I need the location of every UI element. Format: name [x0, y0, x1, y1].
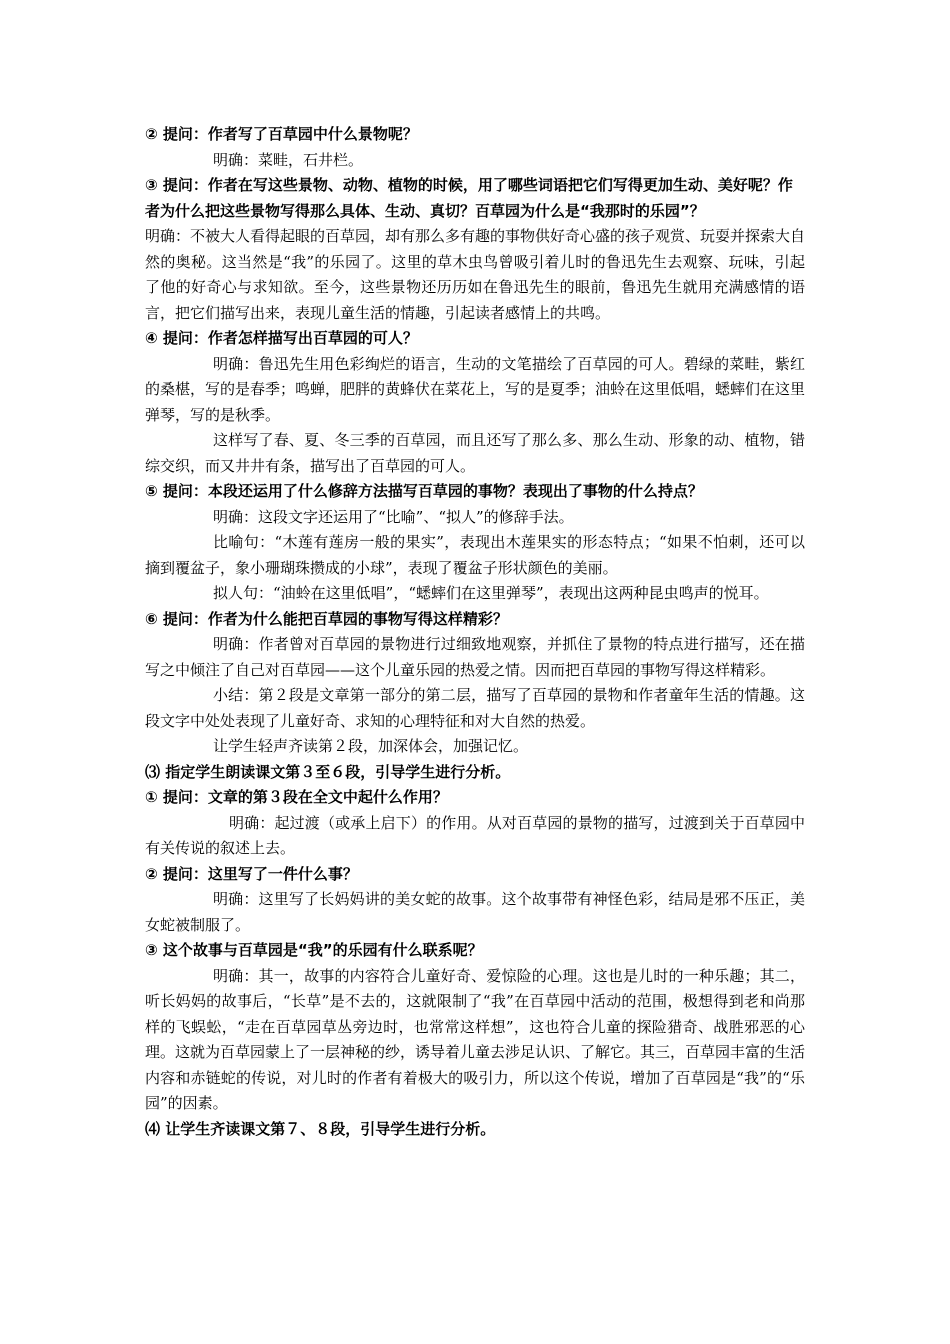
- question-heading: ② 提问：作者写了百草园中什么景物呢？: [145, 125, 418, 143]
- question-heading: ④ 提问：作者怎样描写出百草园的可人？: [145, 329, 418, 347]
- question-heading: ⑥ 提问：作者为什么能把百草园的事物写得这样精彩？: [145, 609, 508, 628]
- answer-paragraph: 明确：菜畦，石井栏。: [213, 150, 364, 169]
- question-heading: ⑤ 提问：本段还运用了什么修辞方法描写百草园的事物？表现出了事物的什么持点？: [145, 482, 703, 500]
- answer-paragraph: 明确：作者曾对百草园的景物进行过细致地观察，并抓住了景物的特点进行描写，还在描写之中倾注了自己对百草园——这个儿童乐园的热爱之情。因而把百草园的事物写得这样精彩。: [145, 635, 805, 679]
- section-heading: ⑶ 指定学生朗读课文第３至６段，引导学生进行分析。: [145, 762, 511, 781]
- question-heading: ③ 这个故事与百草园是“我”的乐园有什么联系呢？: [145, 941, 483, 959]
- document-body: [145, 122, 805, 1142]
- answer-paragraph: 明确：其一，故事的内容符合儿童好奇、爱惊险的心理。这也是儿时的一种乐趣；其二，听长妈妈的故事后，“长草”是不去的，这就限制了“我”在百草园中活动的范围，极想得到老和尚那样的飞蜈蚣，“走在百草园草丛旁边时，也常常这样想”，这也符合儿童的探险猎奇、战胜邪恶的心理。这就为百草园蒙上了一层神秘的纱，诱导着儿童去涉足认识、了解它。其三，百草园丰富的生活内容和赤链蛇的传说，对儿时的作者有着极大的吸引力，所以这个传说，增加了百草园是“我”的“乐园”的因素。: [145, 966, 806, 1112]
- summary-paragraph: 小结：第２段是文章第一部分的第二层，描写了百草园的景物和作者童年生活的情趣。这段文字中处处表现了儿童好奇、求知的心理特征和对大自然的热爱。: [145, 686, 805, 730]
- answer-paragraph: 比喻句：“木莲有莲房一般的果实”，表现出木莲果实的形态特点；“如果不怕刺，还可以摘到覆盆子，象小珊瑚珠攒成的小球”，表现了覆盆子形状颜色的美丽。: [145, 533, 805, 577]
- answer-paragraph: 明确：这里写了长妈妈讲的美女蛇的故事。这个故事带有神怪色彩，结局是邪不压正，美女蛇被制服了。: [145, 890, 805, 934]
- answer-paragraph: 明确：这段文字还运用了“比喻”、“拟人”的修辞手法。: [213, 507, 574, 526]
- answer-paragraph: 这样写了春、夏、冬三季的百草园，而且还写了那么多、那么生动、形象的动、植物，错综交织，而又井井有条，描写出了百草园的可人。: [145, 431, 805, 475]
- question-heading: ② 提问：这里写了一件什么事？: [145, 864, 358, 883]
- instruction-paragraph: 让学生轻声齐读第２段，加深体会，加强记忆。: [213, 737, 529, 755]
- answer-paragraph: 明确：起过渡（或承上启下）的作用。从对百草园的景物的描写，过渡到关于百草园中有关传说的叙述上去。: [145, 813, 805, 857]
- question-heading: ① 提问：文章的第３段在全文中起什么作用？: [145, 788, 448, 806]
- answer-paragraph: 明确：鲁迅先生用色彩绚烂的语言，生动的文笔描绘了百草园的可人。碧绿的菜畦，紫红的桑椹，写的是春季；鸣蝉，肥胖的黄蜂伏在菜花上，写的是夏季；油蛉在这里低唱，蟋蟀们在这里弹琴，写的是秋季。: [145, 354, 806, 424]
- answer-paragraph: 拟人句：“油蛉在这里低唱”，“蟋蟀们在这里弹琴”，表现出这两种昆虫鸣声的悦耳。: [213, 584, 769, 602]
- section-heading: ⑷ 让学生齐读课文第７、８段，引导学生进行分析。: [145, 1119, 496, 1138]
- answer-paragraph: 明确：不被大人看得起眼的百草园，却有那么多有趣的事物供好奇心盛的孩子观赏、玩耍并探索大自然的奥秘。这当然是“我”的乐园了。这里的草木虫鸟曾吸引着儿时的鲁迅先生去观察、玩味，引起了他的好奇心与求知欲。至今，这些景物还历历如在鲁迅先生的眼前，鲁迅先生就用充满感情的语言，把它们描写出来，表现儿童生活的情趣，引起读者感情上的共鸣。: [145, 227, 806, 322]
- question-heading: ③ 提问：作者在写这些景物、动物、植物的时候，用了哪些词语把它们写得更加生动、美好呢？作者为什么把这些景物写得那么具体、生动、真切？百草园为什么是“我那时的乐园”？: [145, 176, 793, 220]
